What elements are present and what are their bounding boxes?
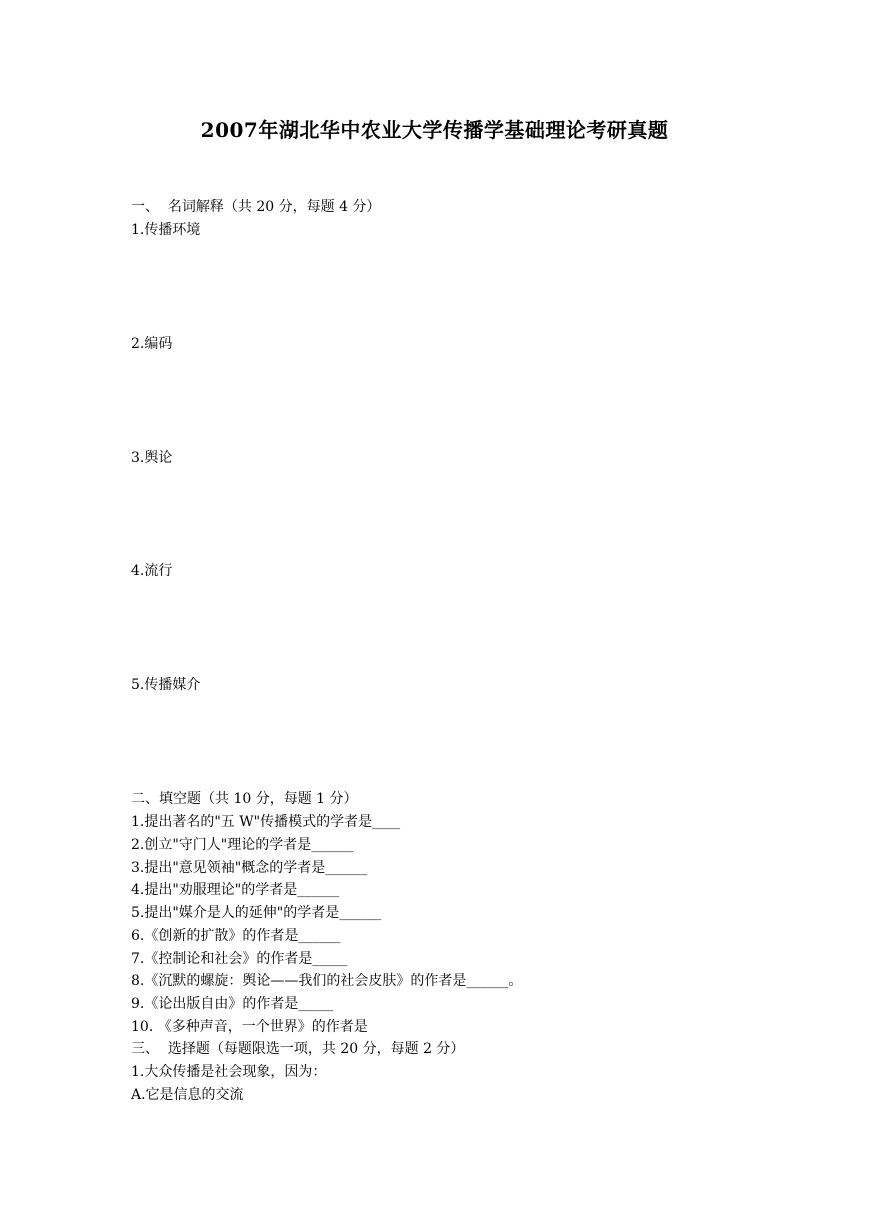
definition-item: 1.传播环境 [131, 222, 201, 238]
fill-in-item: 4.提出"劝服理论"的学者是______ [131, 882, 340, 898]
fill-in-item: 6.《创新的扩散》的作者是______ [131, 928, 341, 944]
fill-in-item: 8.《沉默的螺旋：舆论——我们的社会皮肤》的作者是______。 [131, 973, 523, 989]
section-heading-multiple-choice: 三、 选择题（每题限选一项，共 20 分，每题 2 分） [131, 1041, 465, 1057]
fill-in-item: 9.《论出版自由》的作者是_____ [131, 996, 334, 1012]
fill-in-item: 10. 《多种声音，一个世界》的作者是 [131, 1019, 368, 1035]
choice-question: 1.大众传播是社会现象，因为： [131, 1064, 327, 1080]
fill-in-item: 1.提出著名的"五 W"传播模式的学者是____ [131, 814, 401, 830]
fill-in-item: 2.创立"守门人"理论的学者是______ [131, 837, 354, 853]
choice-option: A.它是信息的交流 [131, 1087, 244, 1103]
definition-item: 4.流行 [131, 563, 173, 579]
fill-in-item: 3.提出"意见领袖"概念的学者是______ [131, 860, 368, 876]
definition-item: 5.传播媒介 [131, 677, 201, 693]
fill-in-item: 7.《控制论和社会》的作者是_____ [131, 951, 348, 967]
fill-in-item: 5.提出"媒介是人的延伸"的学者是______ [131, 905, 382, 921]
document-title: 2007年湖北华中农业大学传播学基础理论考研真题 [200, 118, 669, 142]
section-heading-definitions: 一、 名词解释（共 20 分，每题 4 分） [131, 199, 381, 215]
section-heading-fill-in: 二、填空题（共 10 分，每题 1 分） [131, 791, 358, 807]
definition-item: 3.舆论 [131, 450, 173, 466]
definition-item: 2.编码 [131, 336, 173, 352]
